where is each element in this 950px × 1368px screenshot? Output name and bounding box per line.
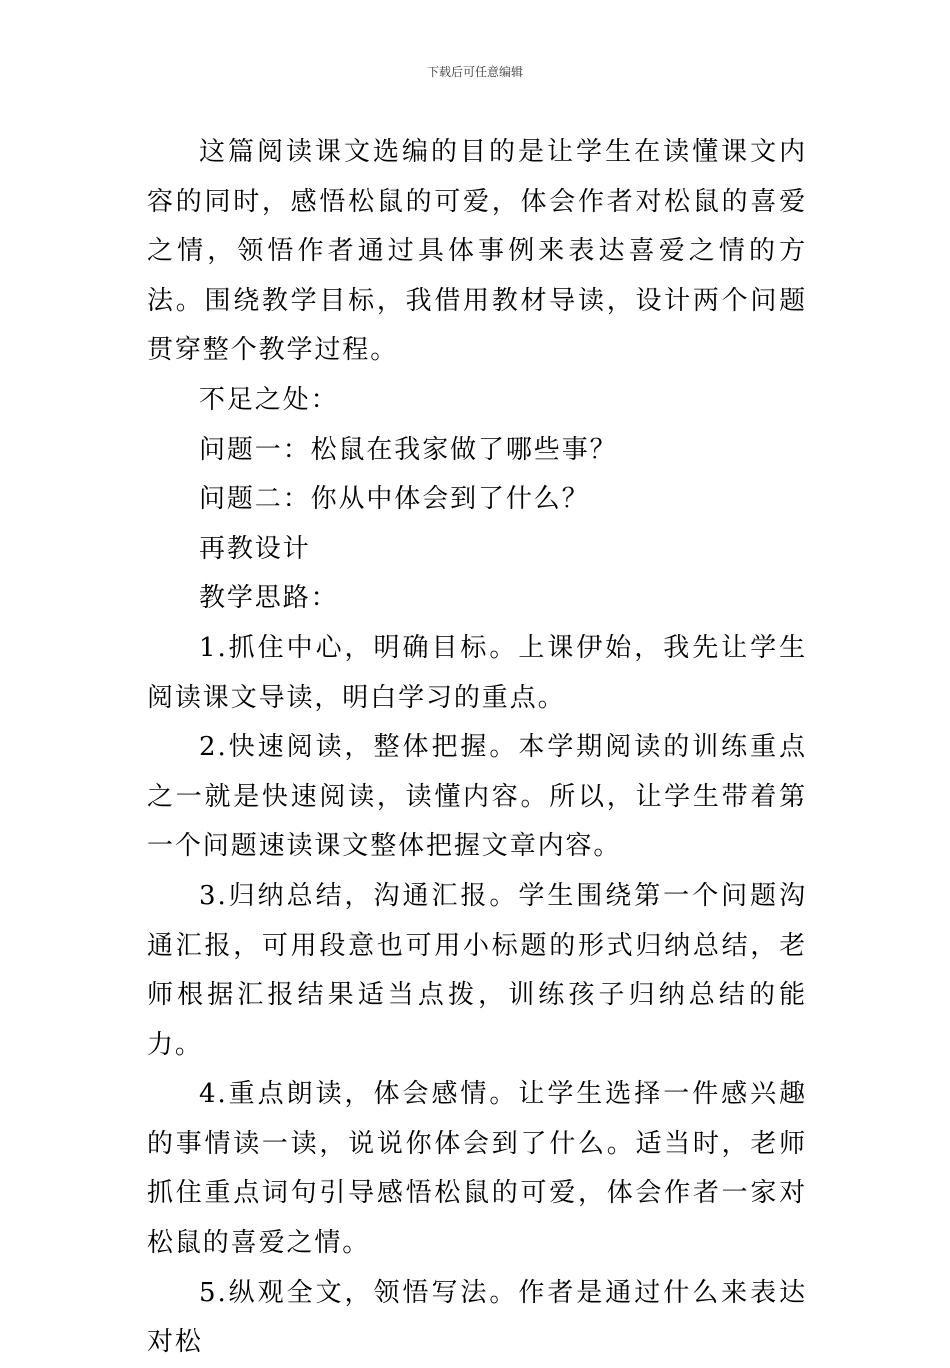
- paragraph-step-5: 5.纵观全文，领悟写法。作者是通过什么来表达对松: [147, 1277, 807, 1358]
- paragraph-redesign-heading: 再教设计: [199, 533, 311, 564]
- document-body: [147, 128, 807, 1368]
- paragraph-shortcomings-heading: 不足之处：: [199, 384, 339, 415]
- paragraph-question-two: 问题二：你从中体会到了什么？: [199, 484, 590, 515]
- paragraph-step-2: 2.快速阅读，整体把握。本学期阅读的训练重点之一就是快速阅读，读懂内容。所以，让学生带着第一个问题速读课文整体把握文章内容。: [147, 732, 807, 862]
- page-header-note: 下载后可任意编辑: [426, 65, 523, 79]
- paragraph-teaching-approach-heading: 教学思路：: [199, 583, 339, 614]
- paragraph-step-3: 3.归纳总结，沟通汇报。学生围绕第一个问题沟通汇报，可用段意也可用小标题的形式归纳总结，老师根据汇报结果适当点拨，训练孩子归纳总结的能力。: [147, 880, 807, 1060]
- paragraph-question-one: 问题一：松鼠在我家做了哪些事？: [199, 434, 618, 465]
- paragraph-step-1: 1.抓住中心，明确目标。上课伊始，我先让学生阅读课文导读，明白学习的重点。: [147, 632, 807, 713]
- paragraph-step-4: 4.重点朗读，体会感情。让学生选择一件感兴趣的事情读一读，说说你体会到了什么。适当时，老师抓住重点词句引导感悟松鼠的可爱，体会作者一家对松鼠的喜爱之情。: [147, 1079, 807, 1259]
- paragraph-intro: 这篇阅读课文选编的目的是让学生在读懂课文内容的同时，感悟松鼠的可爱，体会作者对松鼠的喜爱之情，领悟作者通过具体事例来表达喜爱之情的方法。围绕教学目标，我借用教材导读，设计两个问题贯穿整个教学过程。: [147, 137, 807, 366]
